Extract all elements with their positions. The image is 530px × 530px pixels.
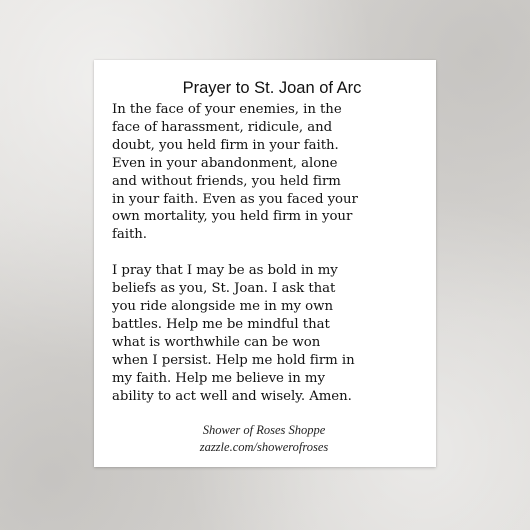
shop-url: zazzle.com/showerofroses [199,439,329,454]
text-line: beliefs as you, St. Joan. I ask that [112,281,336,297]
text-line: doubt, you held firm in your faith. [112,137,339,153]
shop-name: Shower of Roses Shoppe [202,422,326,437]
text-line: own mortality, you held firm in your [112,209,353,225]
paragraph-2 [112,262,436,405]
text-line: my faith. Help me believe in my [112,370,325,386]
text-line: ability to act well and wisely. Amen. [112,388,352,404]
text-line: In the face of your enemies, in the [112,102,342,117]
text-line: battles. Help me be mindful that [112,316,330,332]
text-line: I pray that I may be as bold in my [112,263,338,279]
text-line: when I persist. Help me hold firm in [112,352,355,368]
paragraph-gap [112,244,436,262]
paragraph-1 [112,101,436,244]
text-line: face of harassment, ridicule, and [112,119,333,135]
text-line: and without friends, you held firm [112,173,341,189]
card-title: Prayer to St. Joan of Arc [182,79,362,97]
card-footer [112,422,436,456]
text-line: faith. [112,227,147,243]
text-line: what is worthwhile can be won [112,334,321,350]
text-line: you ride alongside me in my own [112,299,333,315]
text-line: in your faith. Even as you faced your [112,191,358,207]
text-line: Even in your abandonment, alone [112,155,338,171]
prayer-card [94,60,436,467]
